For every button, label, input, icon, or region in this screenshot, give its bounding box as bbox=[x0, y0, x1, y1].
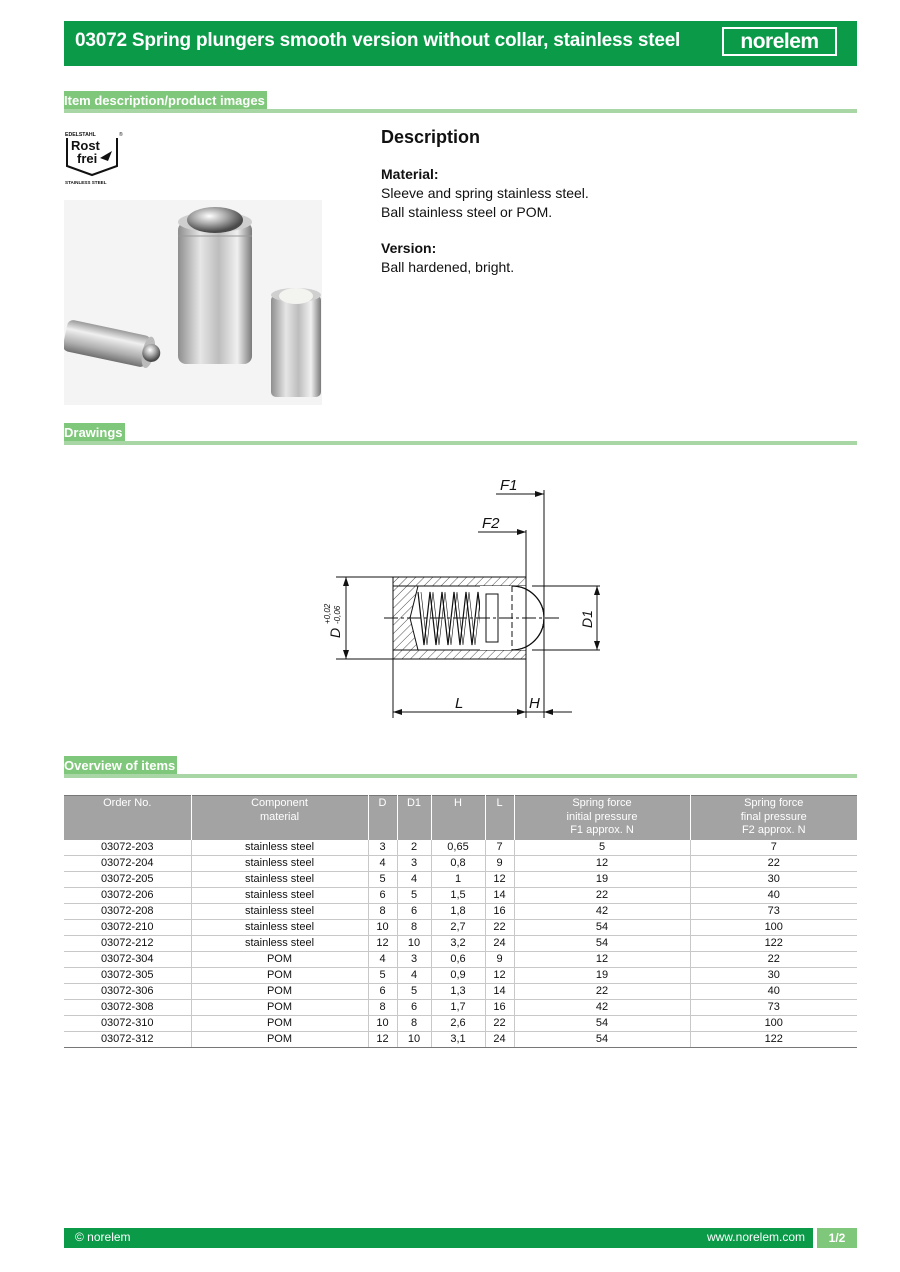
page-title: 03072 Spring plungers smooth version without collar, stainless steel bbox=[75, 30, 681, 51]
badge-reg: ® bbox=[119, 132, 123, 138]
table-cell: 0,8 bbox=[431, 855, 485, 871]
column-header-line: initial pressure bbox=[566, 810, 638, 823]
description-heading: Description bbox=[381, 127, 481, 147]
table-cell: stainless steel bbox=[191, 919, 368, 935]
table-row bbox=[64, 871, 857, 887]
label-d-tol-upper: +0,02 bbox=[323, 603, 332, 624]
table-cell: 19 bbox=[514, 967, 690, 983]
column-header bbox=[64, 796, 191, 840]
column-header-line: D1 bbox=[406, 797, 422, 809]
badge-top-text: EDELSTAHL bbox=[65, 132, 96, 138]
column-header-line: Spring force bbox=[572, 797, 632, 809]
label-f1: F1 bbox=[500, 477, 518, 494]
version-label: Version: bbox=[381, 240, 437, 256]
table-cell: 100 bbox=[690, 1015, 857, 1031]
column-header bbox=[690, 796, 857, 840]
table-cell: 12 bbox=[514, 855, 690, 871]
section-item-description bbox=[64, 91, 857, 113]
header-bar bbox=[64, 21, 857, 66]
table-cell: 03072-312 bbox=[64, 1031, 191, 1047]
table-cell: 10 bbox=[397, 1031, 431, 1047]
table-cell: 1,3 bbox=[431, 983, 485, 999]
badge-bottom-text: STAINLESS STEEL bbox=[65, 180, 107, 185]
table-cell: stainless steel bbox=[191, 887, 368, 903]
label-d1: D1 bbox=[579, 610, 595, 628]
table-cell: 8 bbox=[397, 1015, 431, 1031]
table-cell: POM bbox=[191, 951, 368, 967]
table-cell: 6 bbox=[368, 887, 397, 903]
section-label: Overview of items bbox=[64, 756, 177, 776]
table-row bbox=[64, 951, 857, 967]
items-table bbox=[64, 795, 857, 1048]
page-number: 1/2 bbox=[817, 1228, 857, 1248]
section-rule bbox=[64, 441, 857, 445]
table-cell: 3 bbox=[397, 855, 431, 871]
table-row bbox=[64, 919, 857, 935]
table-cell: 42 bbox=[514, 903, 690, 919]
label-d: D bbox=[327, 627, 343, 638]
table-row bbox=[64, 840, 857, 856]
table-cell: POM bbox=[191, 999, 368, 1015]
table-row bbox=[64, 999, 857, 1015]
table-cell: 03072-305 bbox=[64, 967, 191, 983]
description-block bbox=[381, 128, 841, 277]
table-cell: 03072-210 bbox=[64, 919, 191, 935]
material-line-1: Sleeve and spring stainless steel. bbox=[381, 185, 589, 201]
badge-word1: Rost bbox=[71, 138, 100, 153]
table-cell: 2 bbox=[397, 840, 431, 856]
table-cell: 8 bbox=[397, 919, 431, 935]
table-cell: 03072-205 bbox=[64, 871, 191, 887]
table-cell: 22 bbox=[485, 1015, 514, 1031]
table-cell: 22 bbox=[690, 951, 857, 967]
table-cell: 4 bbox=[368, 855, 397, 871]
column-header bbox=[397, 796, 431, 840]
column-header bbox=[191, 796, 368, 840]
table-cell: 22 bbox=[514, 887, 690, 903]
label-h: H bbox=[529, 695, 540, 712]
table-cell: 73 bbox=[690, 999, 857, 1015]
table-cell: 5 bbox=[514, 840, 690, 856]
norelem-logo: norelem bbox=[722, 27, 837, 56]
table-cell: 7 bbox=[690, 840, 857, 856]
table-cell: 03072-310 bbox=[64, 1015, 191, 1031]
table-cell: stainless steel bbox=[191, 855, 368, 871]
table-row bbox=[64, 983, 857, 999]
table-cell: 12 bbox=[485, 967, 514, 983]
table-cell: 4 bbox=[397, 871, 431, 887]
table-cell: 122 bbox=[690, 1031, 857, 1047]
table-cell: 8 bbox=[368, 999, 397, 1015]
table-cell: 03072-206 bbox=[64, 887, 191, 903]
badge-word2: frei bbox=[77, 151, 98, 166]
table-cell: 0,9 bbox=[431, 967, 485, 983]
table-cell: 30 bbox=[690, 871, 857, 887]
table-cell: 03072-306 bbox=[64, 983, 191, 999]
table-cell: stainless steel bbox=[191, 903, 368, 919]
table-cell: 122 bbox=[690, 935, 857, 951]
table-cell: POM bbox=[191, 983, 368, 999]
table-cell: 0,6 bbox=[431, 951, 485, 967]
table-cell: 03072-308 bbox=[64, 999, 191, 1015]
table-cell: POM bbox=[191, 1031, 368, 1047]
table-cell: 3,2 bbox=[431, 935, 485, 951]
table-row bbox=[64, 935, 857, 951]
table-cell: 12 bbox=[485, 871, 514, 887]
table-cell: 10 bbox=[368, 919, 397, 935]
table-cell: 40 bbox=[690, 983, 857, 999]
rostfrei-badge-icon bbox=[64, 130, 126, 186]
section-label: Drawings bbox=[64, 423, 125, 443]
table-cell: 03072-212 bbox=[64, 935, 191, 951]
section-label: Item description/product images bbox=[64, 91, 267, 111]
table-cell: 03072-203 bbox=[64, 840, 191, 856]
table-body bbox=[64, 840, 857, 1048]
table-cell: 42 bbox=[514, 999, 690, 1015]
table-cell: 5 bbox=[397, 983, 431, 999]
table-cell: 6 bbox=[368, 983, 397, 999]
table-cell: 1,7 bbox=[431, 999, 485, 1015]
table-cell: 19 bbox=[514, 871, 690, 887]
table-cell: 2,6 bbox=[431, 1015, 485, 1031]
column-header bbox=[368, 796, 397, 840]
table-row bbox=[64, 967, 857, 983]
table-cell: stainless steel bbox=[191, 871, 368, 887]
table-cell: 30 bbox=[690, 967, 857, 983]
footer-url-link[interactable]: www.norelem.com bbox=[706, 1230, 805, 1244]
table-cell: 3,1 bbox=[431, 1031, 485, 1047]
table-cell: 14 bbox=[485, 887, 514, 903]
section-drawings bbox=[64, 423, 857, 445]
table-row bbox=[64, 887, 857, 903]
table-row bbox=[64, 903, 857, 919]
table-cell: 16 bbox=[485, 999, 514, 1015]
column-header bbox=[431, 796, 485, 840]
column-header-line: L bbox=[496, 797, 503, 809]
table-cell: 5 bbox=[368, 967, 397, 983]
column-header-line: D bbox=[378, 797, 387, 809]
column-header-line: Component bbox=[251, 797, 308, 809]
table-cell: 10 bbox=[397, 935, 431, 951]
table-cell: 3 bbox=[368, 840, 397, 856]
column-header bbox=[514, 796, 690, 840]
table-cell: 10 bbox=[368, 1015, 397, 1031]
table-cell: 12 bbox=[368, 1031, 397, 1047]
table-cell: 24 bbox=[485, 935, 514, 951]
column-header-line: H bbox=[454, 797, 462, 809]
table-cell: 1 bbox=[431, 871, 485, 887]
table-cell: 12 bbox=[368, 935, 397, 951]
table-cell: 73 bbox=[690, 903, 857, 919]
column-header bbox=[485, 796, 514, 840]
table-cell: 3 bbox=[397, 951, 431, 967]
table-cell: 1,5 bbox=[431, 887, 485, 903]
table-cell: 16 bbox=[485, 903, 514, 919]
table-cell: 4 bbox=[368, 951, 397, 967]
table-cell: 9 bbox=[485, 855, 514, 871]
table-cell: POM bbox=[191, 1015, 368, 1031]
column-header-line: final pressure bbox=[740, 810, 807, 823]
column-header-line: Spring force bbox=[744, 797, 804, 809]
table-cell: 6 bbox=[397, 999, 431, 1015]
table-row bbox=[64, 1015, 857, 1031]
table-cell: 03072-304 bbox=[64, 951, 191, 967]
table-cell: 03072-208 bbox=[64, 903, 191, 919]
table-cell: stainless steel bbox=[191, 935, 368, 951]
table-cell: 40 bbox=[690, 887, 857, 903]
table-cell: 22 bbox=[514, 983, 690, 999]
technical-drawing bbox=[300, 472, 600, 727]
label-f2: F2 bbox=[482, 515, 500, 532]
table-cell: 12 bbox=[514, 951, 690, 967]
product-photo bbox=[64, 200, 322, 405]
table-cell: 5 bbox=[397, 887, 431, 903]
table-cell: 03072-204 bbox=[64, 855, 191, 871]
section-rule bbox=[64, 109, 857, 113]
column-header-line: material bbox=[259, 810, 300, 823]
table-cell: 5 bbox=[368, 871, 397, 887]
table-cell: 100 bbox=[690, 919, 857, 935]
label-d-tol-lower: -0,06 bbox=[333, 605, 342, 624]
table-cell: 1,8 bbox=[431, 903, 485, 919]
table-cell: 54 bbox=[514, 1015, 690, 1031]
table-header-row bbox=[64, 796, 857, 840]
table-cell: 4 bbox=[397, 967, 431, 983]
table-cell: 8 bbox=[368, 903, 397, 919]
table-cell: 54 bbox=[514, 1031, 690, 1047]
table-row bbox=[64, 1031, 857, 1047]
table-cell: 22 bbox=[690, 855, 857, 871]
table-cell: 24 bbox=[485, 1031, 514, 1047]
table-cell: stainless steel bbox=[191, 840, 368, 856]
footer-bar bbox=[64, 1228, 857, 1248]
material-label: Material: bbox=[381, 166, 439, 182]
column-header-line: Order No. bbox=[103, 797, 152, 809]
version-line-1: Ball hardened, bright. bbox=[381, 259, 515, 275]
table-cell: 14 bbox=[485, 983, 514, 999]
table-cell: 54 bbox=[514, 919, 690, 935]
table-cell: 6 bbox=[397, 903, 431, 919]
table-cell: POM bbox=[191, 967, 368, 983]
label-l: L bbox=[455, 695, 464, 712]
column-header-line: F2 approx. N bbox=[741, 824, 806, 836]
column-header-line: F1 approx. N bbox=[570, 824, 634, 836]
table-row bbox=[64, 855, 857, 871]
section-overview bbox=[64, 756, 857, 778]
material-line-2: Ball stainless steel or POM. bbox=[381, 204, 553, 220]
footer-copyright: © norelem bbox=[75, 1230, 131, 1244]
table-cell: 0,65 bbox=[431, 840, 485, 856]
table-cell: 7 bbox=[485, 840, 514, 856]
table-cell: 54 bbox=[514, 935, 690, 951]
section-rule bbox=[64, 774, 857, 778]
table-cell: 2,7 bbox=[431, 919, 485, 935]
table-cell: 22 bbox=[485, 919, 514, 935]
table-cell: 9 bbox=[485, 951, 514, 967]
